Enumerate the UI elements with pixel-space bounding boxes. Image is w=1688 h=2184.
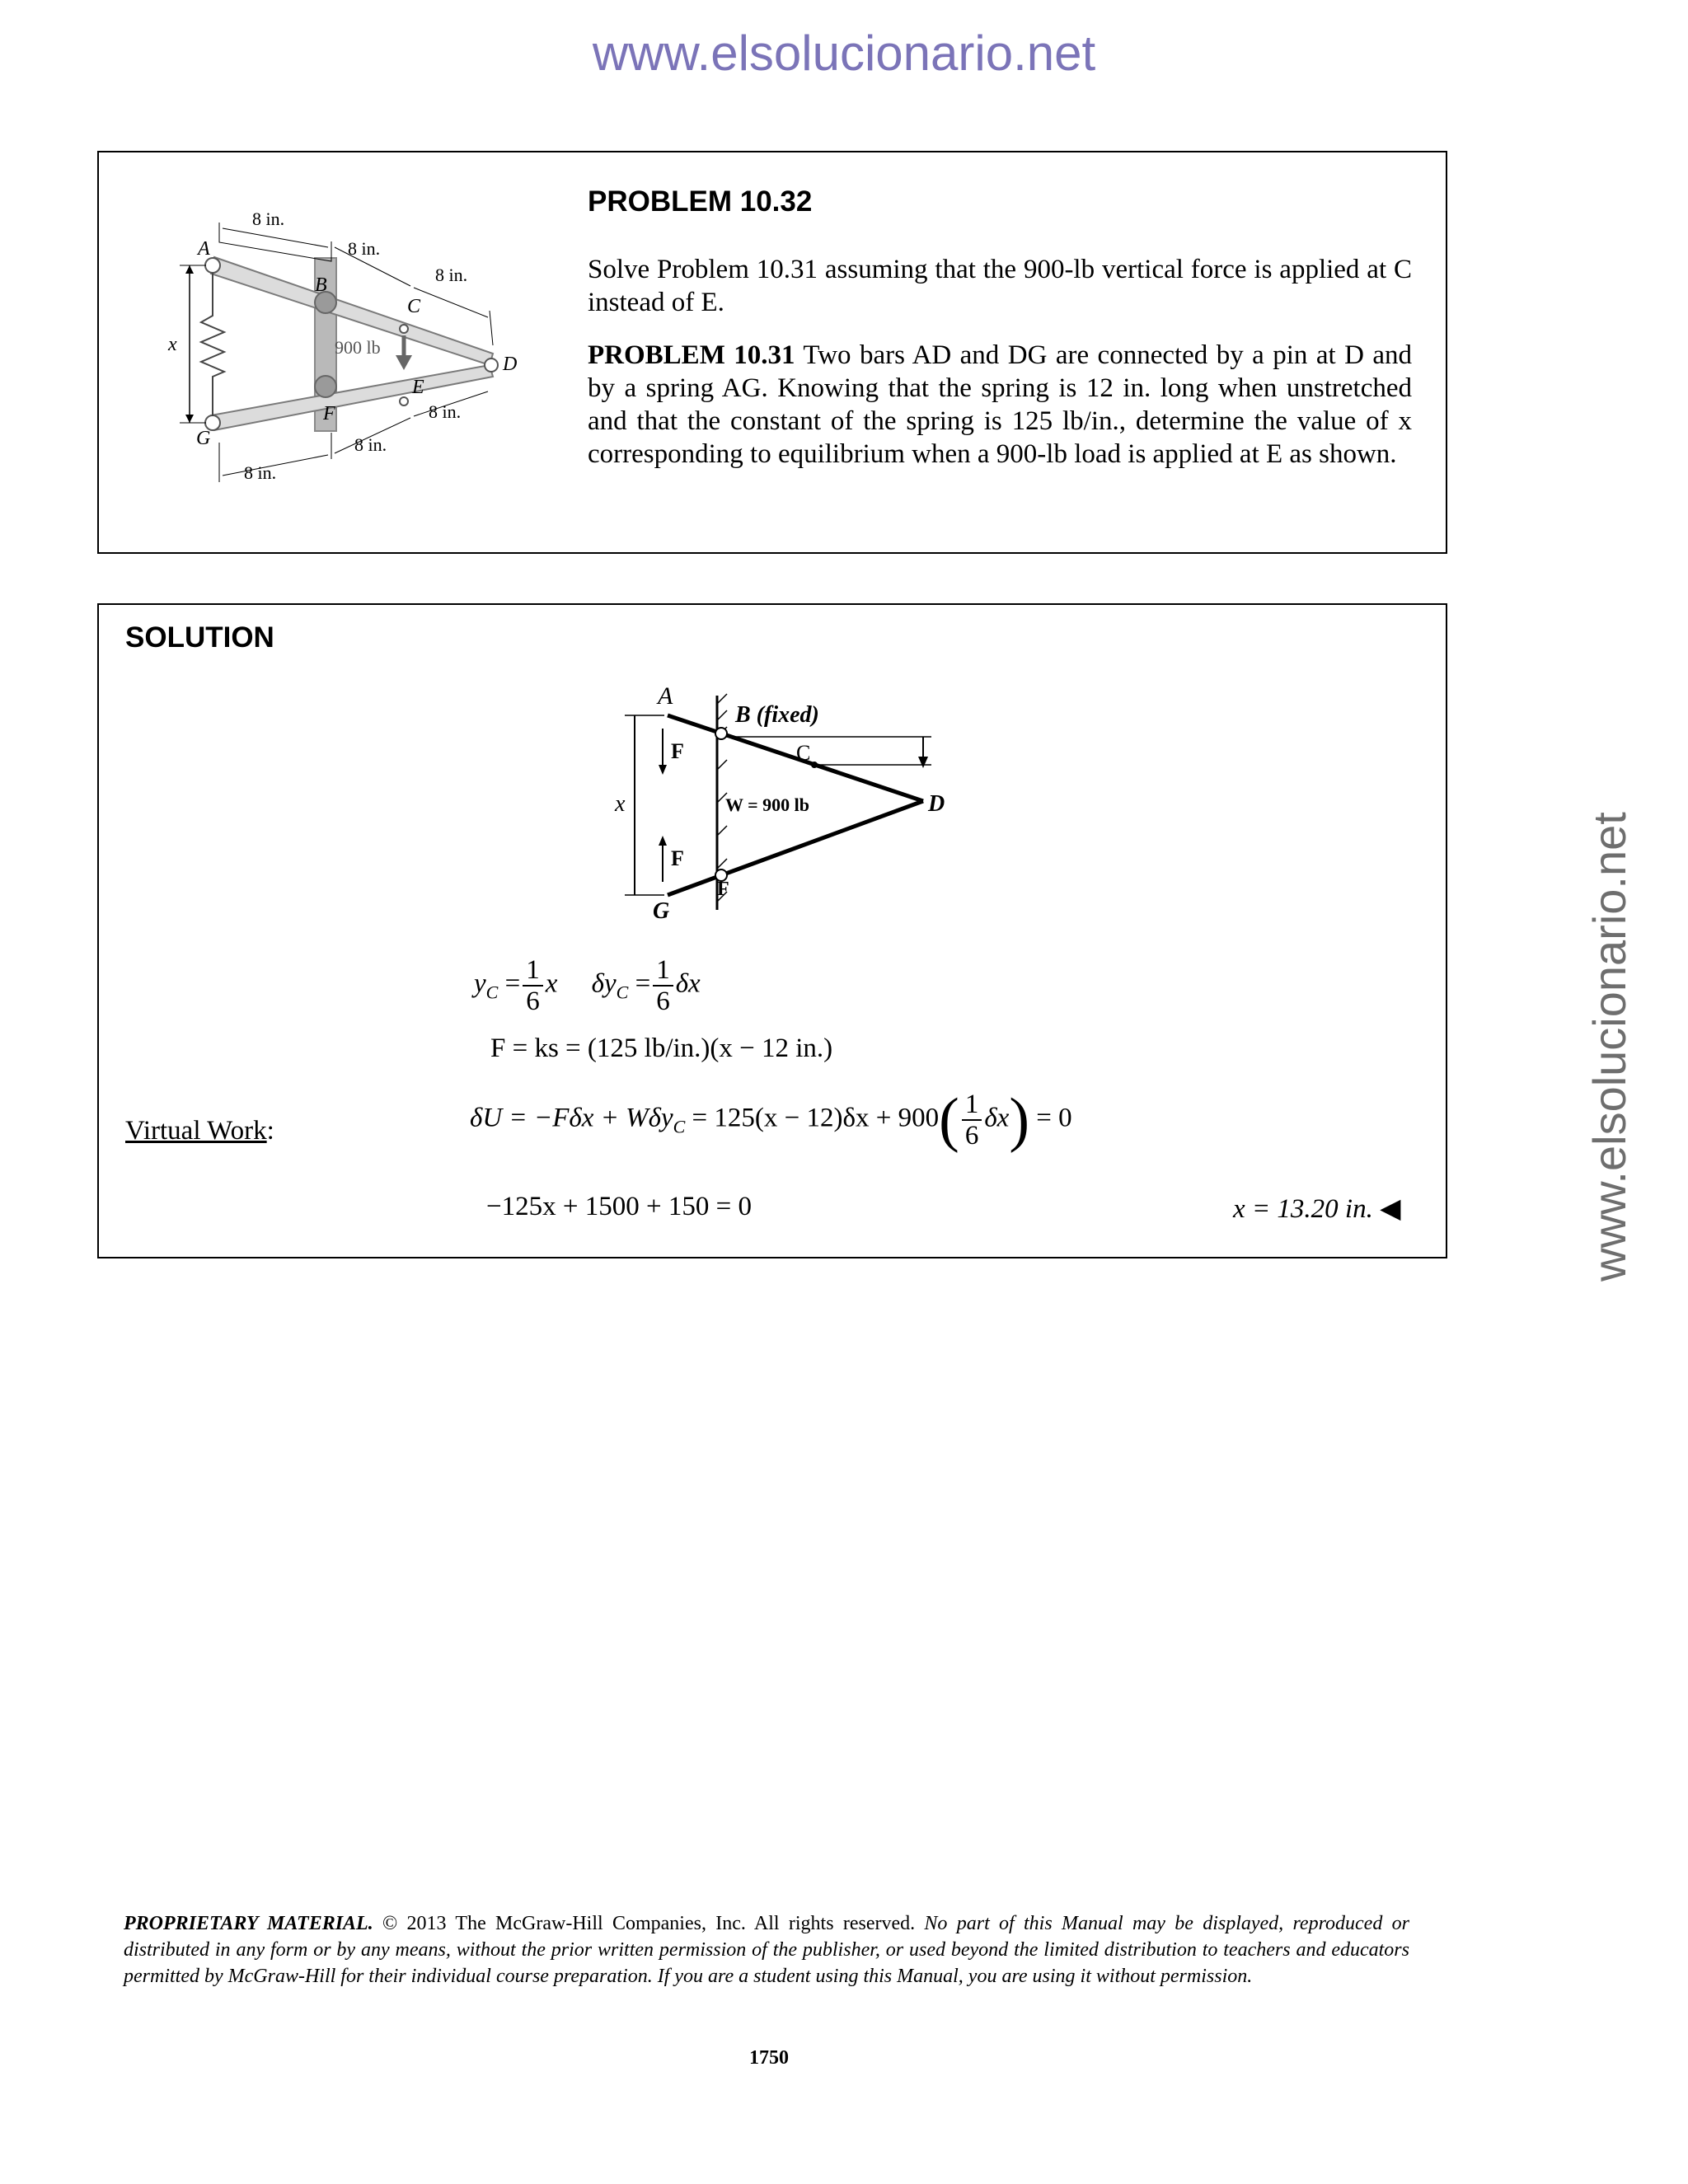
equation-yc: $y_C$ = $\frac{1}{6}$ x $\delta y_C$ = $\frac{1}{6}$ δx xyxy=(474,955,701,1016)
virtual-work-label-colon: : xyxy=(266,1116,274,1146)
eq3-frac-num: 1 xyxy=(962,1090,982,1121)
answer xyxy=(1233,1192,1400,1225)
problem-reference xyxy=(588,339,1412,471)
label-G: G xyxy=(196,428,211,449)
sketch-force-top-head xyxy=(659,765,667,775)
point-C xyxy=(400,325,408,333)
sketch-label-D: D xyxy=(928,791,945,817)
eq1-frac xyxy=(523,955,543,1016)
dim-bot-label-1: 8 in. xyxy=(244,462,277,483)
eq3-mid: = 125(x − 12)δx + 900 xyxy=(685,1103,940,1133)
eq3-dx: δx xyxy=(984,1103,1010,1133)
spring-AG xyxy=(201,273,224,416)
sketch-bar-GD xyxy=(668,801,923,895)
point-E xyxy=(400,397,408,405)
dim-top-end xyxy=(490,311,493,345)
label-x: x xyxy=(168,334,177,355)
answer-marker-icon: ◀ xyxy=(1380,1194,1401,1224)
sketch-label-F-bottom: F xyxy=(671,846,684,870)
eq3-lhs: δU = −Fδx + Wδy xyxy=(470,1103,673,1133)
problem-statement: Solve Problem 10.31 assuming that the 900-lb vertical force is applied at C instead of E. xyxy=(588,255,1412,317)
dim-x-arrow-top xyxy=(185,265,194,274)
label-B: B xyxy=(315,274,327,296)
equation-virtual-work xyxy=(470,1086,1072,1154)
eq1-y-sub: C xyxy=(485,982,499,1003)
dim-top-label-2: 8 in. xyxy=(348,238,381,259)
eq1-y: y xyxy=(474,968,486,999)
eq1-frac2 xyxy=(653,955,673,1016)
eq1-frac2-den: 6 xyxy=(656,987,670,1016)
sketch-pin-B xyxy=(715,728,727,739)
sketch-label-x: x xyxy=(615,791,626,817)
eq1-dx: δx xyxy=(675,968,701,999)
virtual-work-label xyxy=(125,1116,274,1146)
pin-F xyxy=(315,376,336,397)
eq3-rhs: = 0 xyxy=(1029,1103,1072,1133)
equation-spring-force: F = ks = (125 lb/in.)(x − 12 in.) xyxy=(490,1033,833,1063)
eq3-paren-close: ) xyxy=(1009,1086,1029,1154)
problem-reference-text: Two bars AD and DG are connected by a pin at D and by a spring AG. Knowing that the spring is 12 in. long when unstretched and that the constant of the spring is 125 lb/in., determine the value of x corresponding to equilibrium when a 900-lb load is applied at E as shown. xyxy=(588,340,1413,469)
sketch-label-C: C xyxy=(796,741,811,765)
eq1-frac-num: 1 xyxy=(523,955,543,987)
label-A: A xyxy=(198,238,210,260)
eq1-frac-den: 6 xyxy=(526,987,540,1016)
eq1-frac2-num: 1 xyxy=(653,955,673,987)
problem-box xyxy=(97,151,1447,554)
pin-D xyxy=(485,359,498,372)
load-label: 900 lb xyxy=(335,337,381,358)
sketch-label-F-joint: F xyxy=(717,879,729,900)
sketch-bar-AD xyxy=(668,715,923,801)
solution-box xyxy=(97,603,1447,1258)
watermark-top: www.elsolucionario.net xyxy=(592,26,1096,81)
solution-sketch xyxy=(593,679,945,951)
load-arrow-head xyxy=(396,355,412,370)
label-F: F xyxy=(323,403,335,424)
dim-top-1 xyxy=(223,228,328,247)
dim-bot-label-2: 8 in. xyxy=(354,434,387,455)
watermark-side: www.elsolucionario.net xyxy=(1583,812,1635,1282)
dim-x-arrow-bottom xyxy=(185,415,194,423)
dim-top-3 xyxy=(414,288,488,317)
pin-A xyxy=(205,258,220,273)
problem-reference-label: PROBLEM 10.31 xyxy=(588,340,795,370)
footer-bold: PROPRIETARY MATERIAL. xyxy=(124,1913,373,1934)
sketch-label-F-top: F xyxy=(671,739,684,763)
footer-normal: © 2013 The McGraw-Hill Companies, Inc. All rights reserved. xyxy=(373,1913,925,1934)
problem-text xyxy=(588,253,1412,490)
eq3-frac xyxy=(962,1090,982,1151)
sketch-label-A: A xyxy=(658,682,673,710)
page-number: 1750 xyxy=(749,2047,789,2069)
dim-top-label-1: 8 in. xyxy=(252,209,285,229)
label-E: E xyxy=(412,377,424,398)
equation-final: −125x + 1500 + 150 = 0 xyxy=(486,1192,752,1221)
eq1-dy-sub: C xyxy=(616,982,629,1003)
sketch-label-G: G xyxy=(653,898,670,924)
eq3-sub: C xyxy=(673,1116,686,1137)
eq1-dy: δy xyxy=(591,968,617,999)
sketch-force-bottom-head xyxy=(659,836,667,846)
problem-title: PROBLEM 10.32 xyxy=(588,185,813,218)
sketch-label-B: B (fixed) xyxy=(735,702,819,728)
eq1-x: x xyxy=(545,968,558,999)
sketch-dy-head xyxy=(918,757,928,768)
solution-title: SOLUTION xyxy=(125,621,274,654)
virtual-work-label-text: Virtual Work xyxy=(125,1116,267,1146)
answer-value: x = 13.20 in. xyxy=(1233,1194,1373,1224)
eq3-paren-open: ( xyxy=(939,1086,959,1154)
label-C: C xyxy=(407,296,421,317)
sketch-label-W: W = 900 lb xyxy=(725,794,809,815)
dim-top-label-3: 8 in. xyxy=(435,265,468,285)
label-D: D xyxy=(503,354,518,375)
footer-italic: No part of this Manual may be displayed, reproduced or distributed in any form or by any means, without the prior written permission of the publisher, or used beyond the limited distribution to teachers and educators permitted by McGraw-Hill for their individual course preparation. If you are a student using this Manual, you are using it without permission. xyxy=(124,1913,1409,1987)
dim-bot-label-3: 8 in. xyxy=(429,401,462,422)
eq3-frac-den: 6 xyxy=(964,1121,979,1151)
problem-figure xyxy=(140,171,602,517)
footer-copyright xyxy=(124,1910,1409,1990)
